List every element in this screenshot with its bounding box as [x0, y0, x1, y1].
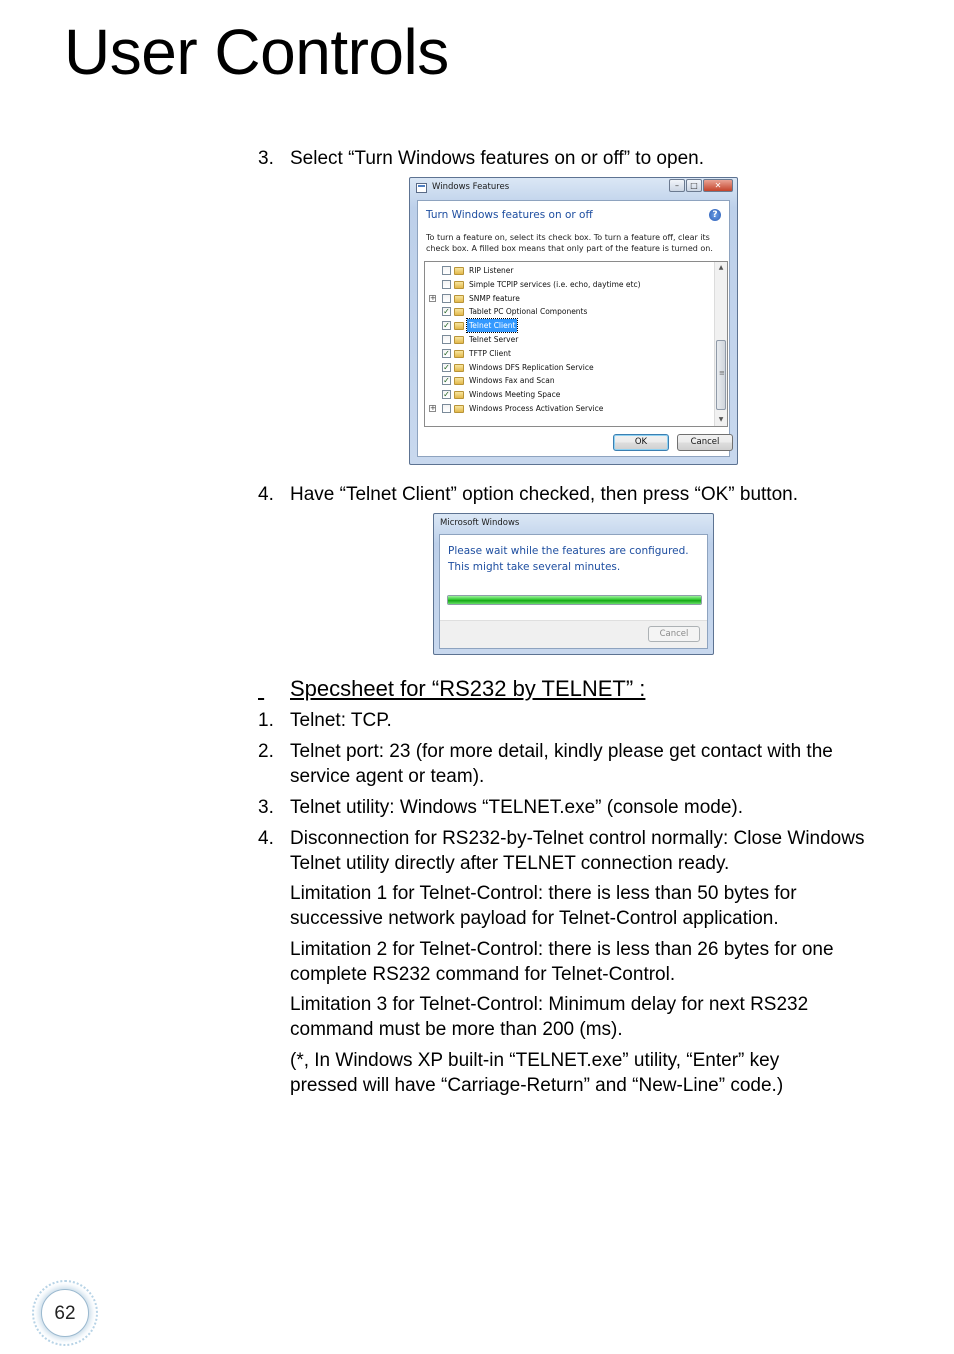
feature-row[interactable] [425, 305, 715, 318]
close-icon[interactable]: ✕ [703, 179, 733, 192]
feature-row[interactable] [425, 347, 715, 360]
expand-icon[interactable]: + [430, 404, 436, 412]
folder-icon [454, 322, 464, 330]
checked-checkbox[interactable]: ✓ [443, 348, 450, 358]
spec-item-text: Telnet utility: Windows “TELNET.exe” (console mode). [290, 797, 743, 818]
folder-icon [454, 267, 464, 275]
dialog-description: To turn a feature on, select its check box. To turn a feature off, clear its check box. A filled box means that only part of the feature is turned on. [426, 233, 713, 253]
checked-checkbox[interactable]: ✓ [443, 307, 450, 317]
feature-row[interactable] [425, 333, 715, 346]
feature-row[interactable] [425, 388, 715, 401]
feature-row[interactable] [425, 374, 715, 387]
cancel-button[interactable]: Cancel [648, 626, 700, 642]
spec-item-text: Telnet: TCP. [290, 710, 392, 731]
spec-item [258, 709, 890, 734]
unchecked-checkbox[interactable] [442, 266, 451, 275]
ok-button[interactable]: OK [613, 434, 669, 451]
grip-icon: ≡ [719, 369, 725, 377]
dialog-title: Windows Features [432, 182, 510, 192]
progress-message [448, 543, 689, 575]
step-text: Select “Turn Windows features on or off” to open. [290, 148, 704, 169]
progress-bar [447, 595, 702, 605]
feature-label: Windows DFS Replication Service [469, 362, 594, 372]
checked-checkbox[interactable]: ✓ [443, 376, 450, 386]
step-3 [258, 147, 704, 171]
feature-label: Windows Meeting Space [469, 390, 561, 400]
dialog-client-area [439, 534, 708, 649]
feature-row[interactable] [425, 319, 715, 332]
scroll-down-icon[interactable]: ▼ [718, 416, 724, 423]
help-icon[interactable]: ? [709, 209, 721, 221]
limitation-note: Limitation 3 for Telnet-Control: Minimum delay for next RS232 command must be more than 200 (ms). [290, 994, 809, 1040]
scroll-up-icon[interactable]: ▲ [718, 264, 724, 271]
spec-item-text: Disconnection for RS232-by-Telnet control normally: Close Windows Telnet utility directly after TELNET connection ready. [290, 828, 865, 874]
window-icon [416, 183, 427, 193]
dialog-heading: Turn Windows features on or off [426, 209, 593, 221]
spec-item [258, 827, 880, 876]
feature-row[interactable] [425, 361, 715, 374]
expand-icon[interactable]: + [430, 293, 436, 302]
feature-label: Tablet PC Optional Components [469, 307, 588, 317]
page-number-circle [41, 1289, 89, 1337]
dialog-client-area [417, 200, 730, 457]
page-title: User Controls [64, 16, 449, 88]
page-number: 62 [54, 1303, 76, 1324]
feature-label: Simple TCPIP services (i.e. echo, daytime etc) [469, 279, 641, 289]
feature-row[interactable] [425, 402, 715, 415]
folder-icon [454, 308, 464, 316]
folder-icon [454, 391, 464, 399]
windows-features-dialog [409, 177, 738, 465]
dialog-titlebar[interactable] [434, 514, 713, 536]
unchecked-checkbox[interactable] [442, 280, 451, 289]
feature-label: Windows Fax and Scan [469, 376, 555, 386]
specsheet-heading [258, 676, 645, 702]
page-number-badge [32, 1280, 98, 1346]
feature-label: Telnet Server [469, 335, 519, 344]
folder-icon [454, 295, 464, 303]
feature-label: SNMP feature [469, 293, 520, 303]
spec-item [258, 796, 890, 821]
dialog-footer [440, 620, 707, 648]
limitation-note: Limitation 2 for Telnet-Control: there is less than 26 bytes for one complete RS232 command for Telnet-Control. [290, 939, 834, 985]
feature-tree [424, 261, 728, 427]
step-text: Have “Telnet Client” option checked, then press “OK” button. [290, 484, 798, 505]
unchecked-checkbox[interactable] [442, 335, 451, 344]
progress-bar-fill [448, 596, 701, 604]
progress-message-line-2: This might take several minutes. [448, 561, 621, 573]
tree-scrollbar[interactable] [714, 262, 727, 426]
unchecked-checkbox[interactable] [442, 294, 451, 303]
cancel-button[interactable]: Cancel [677, 434, 733, 451]
folder-icon [454, 405, 464, 413]
specsheet-heading-text: Specsheet for “RS232 by TELNET” : [290, 676, 646, 701]
folder-icon [454, 364, 464, 372]
minimize-icon[interactable]: – [669, 179, 685, 192]
folder-icon [454, 350, 464, 358]
feature-label: Telnet Client [469, 321, 516, 331]
unchecked-checkbox[interactable] [442, 404, 451, 413]
step-number: 4. [258, 484, 274, 505]
feature-label: TFTP Client [469, 348, 511, 358]
scroll-thumb[interactable] [716, 340, 726, 410]
feature-row[interactable] [425, 264, 715, 277]
folder-icon [454, 281, 464, 289]
xp-note: (*, In Windows XP built-in “TELNET.exe” utility, “Enter” key pressed will have “Carriage-Return” and “New-Line” code.) [290, 1050, 784, 1096]
checked-checkbox[interactable]: ✓ [443, 362, 450, 372]
maximize-icon[interactable]: □ [686, 179, 702, 192]
dialog-title: Microsoft Windows [440, 518, 520, 528]
checked-checkbox[interactable]: ✓ [443, 321, 450, 331]
progress-dialog [433, 513, 714, 655]
spec-item-number: 1. [258, 710, 274, 731]
dialog-titlebar[interactable] [410, 178, 737, 200]
checked-checkbox[interactable]: ✓ [443, 390, 450, 400]
feature-label: Windows Process Activation Service [469, 404, 604, 413]
spec-item-number: 3. [258, 797, 274, 818]
spec-item [258, 740, 890, 789]
spec-item-text: Telnet port: 23 (for more detail, kindly please get contact with the service agent or team). [290, 741, 833, 787]
folder-icon [454, 377, 464, 385]
step-4 [258, 483, 798, 507]
feature-row[interactable] [425, 278, 715, 291]
spec-item-number: 2. [258, 741, 274, 762]
limitation-note: Limitation 1 for Telnet-Control: there is less than 50 bytes for successive network payload for Telnet-Control application. [290, 883, 797, 929]
feature-label: RIP Listener [469, 266, 514, 275]
step-number: 3. [258, 148, 274, 169]
heading-indent [258, 676, 290, 702]
folder-icon [454, 336, 464, 344]
progress-message-line-1: Please wait while the features are configured. [448, 545, 689, 557]
feature-row[interactable] [425, 292, 715, 305]
spec-item-number: 4. [258, 828, 274, 849]
